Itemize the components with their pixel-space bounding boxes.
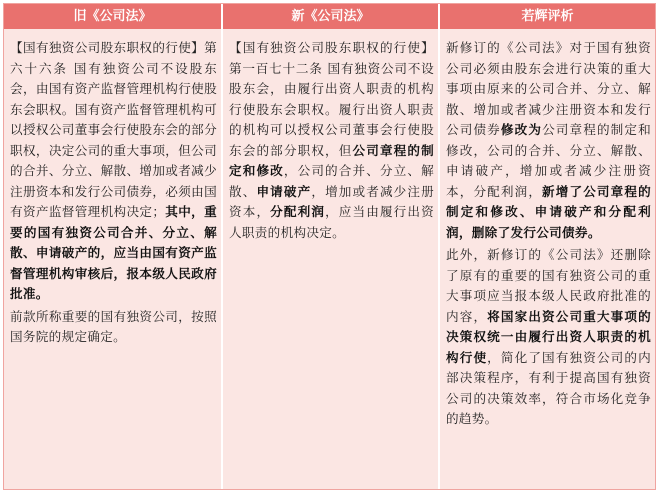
old-law-paragraph-1 [10,38,217,305]
old-law-cell [4,29,221,489]
column-divider [438,4,440,489]
new-law-bold-text: 分配利润 [270,204,326,219]
commentary-text: 公司章程的制定和修改，公司的合并、分立、解散、申请破产，增加或者减少注册资本，分配利润， [446,122,652,199]
commentary-bold-text: 修改为 [500,122,543,137]
commentary-bold-text: 新增了公司章程的制定和修改、申请破产和分配利润，删除了发行公司债券。 [446,183,651,240]
new-law-paragraph [229,38,434,243]
commentary-text: 此外，新修订的《公司法》还删除了原有的重要的国有独资公司的重大事项应当报本级人民政府批准的内容， [446,247,651,324]
comparison-table [3,3,656,490]
old-law-paragraph-2: 前款所称重要的国有独资公司，按照国务院的规定确定。 [10,308,217,344]
commentary-paragraph-1 [446,38,651,243]
header-new-law: 新《公司法》 [223,4,438,29]
header-commentary: 若辉评析 [440,4,655,29]
new-law-text: ，增加或者减少注册资本， [229,183,435,219]
new-law-text: ，应当由履行出资人职责的机构决定。 [229,204,435,240]
commentary-paragraph-2 [446,245,651,430]
new-law-bold-text: 申请破产 [256,183,312,199]
commentary-bold-text: 将国家出资公司重大事项的决策权统一由履行出资人职责的机构行使 [446,308,651,365]
commentary-cell [440,29,655,489]
new-law-bold-text: 公司章程的制定和修改 [229,142,434,178]
header-old-law: 旧《公司法》 [4,4,221,29]
column-divider [221,4,223,489]
new-law-text: ，公司的合并、分立、解散、 [229,163,434,199]
old-law-bold-text: 其中，重要的国有独资公司合并、分立、解散、申请破产的，应当由国有资产监督管理机构审核后，报本级人民政府批准。 [10,204,217,301]
commentary-text: ，简化了国有独资公司的内部决策程序，有利于提高国有独资公司的决策效率，符合市场化竞争的趋势。 [446,349,651,426]
new-law-cell [223,29,438,489]
new-law-text: 【国有独资公司股东职权的行使】第一百七十二条 国有独资公司不设股东会，由履行出资人职责的机构行使股东会职权。履行出资人职责的机构可以授权公司董事会行使股东会的部分职权，但 [229,40,434,158]
old-law-text: 【国有独资公司股东职权的行使】第六十六条 国有独资公司不设股东会，由国有资产监督管理机构行使股东会职权。国有资产监督管理机构可以授权公司董事会行使股东会的部分职权，决定公司的重大事项，但公司的合并、分立、解散、增加或者减少注册资本和发行公司债券，必须由国有资产监督管理机构决定； [10,40,217,219]
commentary-text: 新修订的《公司法》对于国有独资公司必须由股东会进行决策的重大事项由原来的公司合并、分立、解散、增加或者减少注册资本和发行公司债券 [446,40,651,137]
